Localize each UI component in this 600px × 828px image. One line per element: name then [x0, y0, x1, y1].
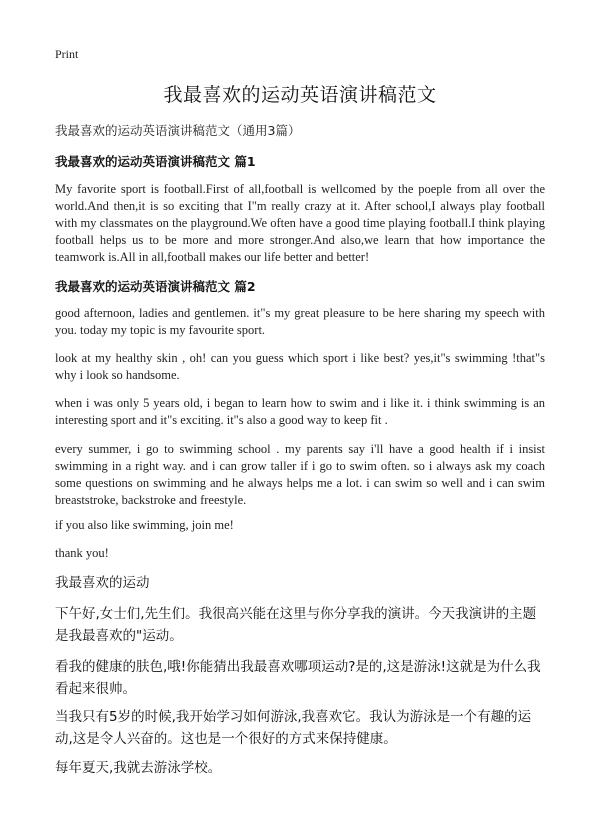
- section-1-heading: 我最喜欢的运动英语演讲稿范文 篇1: [55, 154, 256, 169]
- chinese-paragraph-1: 下午好,女士们,先生们。我很高兴能在这里与你分享我的演讲。今天我演讲的主题是我最喜欢的"运动。: [55, 606, 537, 644]
- chinese-paragraph-3: 当我只有5岁的时候,我开始学习如何游泳,我喜欢它。我认为游泳是一个有趣的运动,这是令人兴奋的。这也是一个很好的方式来保持健康。: [55, 709, 532, 747]
- chinese-paragraph-2: 看我的健康的肤色,哦!你能猜出我最喜欢哪项运动?是的,这是游泳!这就是为什么我看起来很帅。: [55, 659, 541, 697]
- chinese-section-heading: 我最喜欢的运动: [55, 575, 150, 591]
- document-title: 我最喜欢的运动英语演讲稿范文: [163, 84, 437, 106]
- print-link[interactable]: Print: [55, 47, 79, 61]
- section-2-paragraph-2: look at my healthy skin , oh! can you guess which sport i like best? yes,it"s swimming !that"s why i look so handsome.: [55, 351, 545, 382]
- chinese-paragraph-4: 每年夏天,我就去游泳学校。: [55, 760, 222, 776]
- section-2-paragraph-4: every summer, i go to swimming school . my parents say i'll have a good health if i insist swimming in a right way. and i can grow taller if i go to swim often. so i always ask my coach some questions on swimming and he always helps me a lot. i can swim so well and i can swim breaststroke, backstroke and freestyle.: [55, 442, 545, 507]
- section-2-paragraph-5: if you also like swimming, join me!: [55, 518, 234, 532]
- section-2-paragraph-1: good afternoon, ladies and gentlemen. it"s my great pleasure to be here sharing my speech with you. today my topic is my favourite sport.: [55, 306, 545, 337]
- section-1-paragraph: My favorite sport is football.First of all,football is wellcomed by the poeple from all over the world.And then,it is so exciting that I"m really crazy at it. After school,I always play football with my classmates on the playground.We often have a good time playing football.I think playing football helps us to be more and more stronger.And also,we learn that how importance the teamwork is.All in all,football makes our life better and better!: [55, 182, 545, 264]
- document-subtitle: 我最喜欢的运动英语演讲稿范文（通用3篇）: [55, 123, 301, 138]
- section-2-paragraph-3: when i was only 5 years old, i began to learn how to swim and i like it. i think swimming is an interesting sport and it"s exciting. it"s also a good way to keep fit .: [55, 396, 545, 427]
- section-2-paragraph-6: thank you!: [55, 546, 109, 560]
- section-2-heading: 我最喜欢的运动英语演讲稿范文 篇2: [55, 279, 256, 294]
